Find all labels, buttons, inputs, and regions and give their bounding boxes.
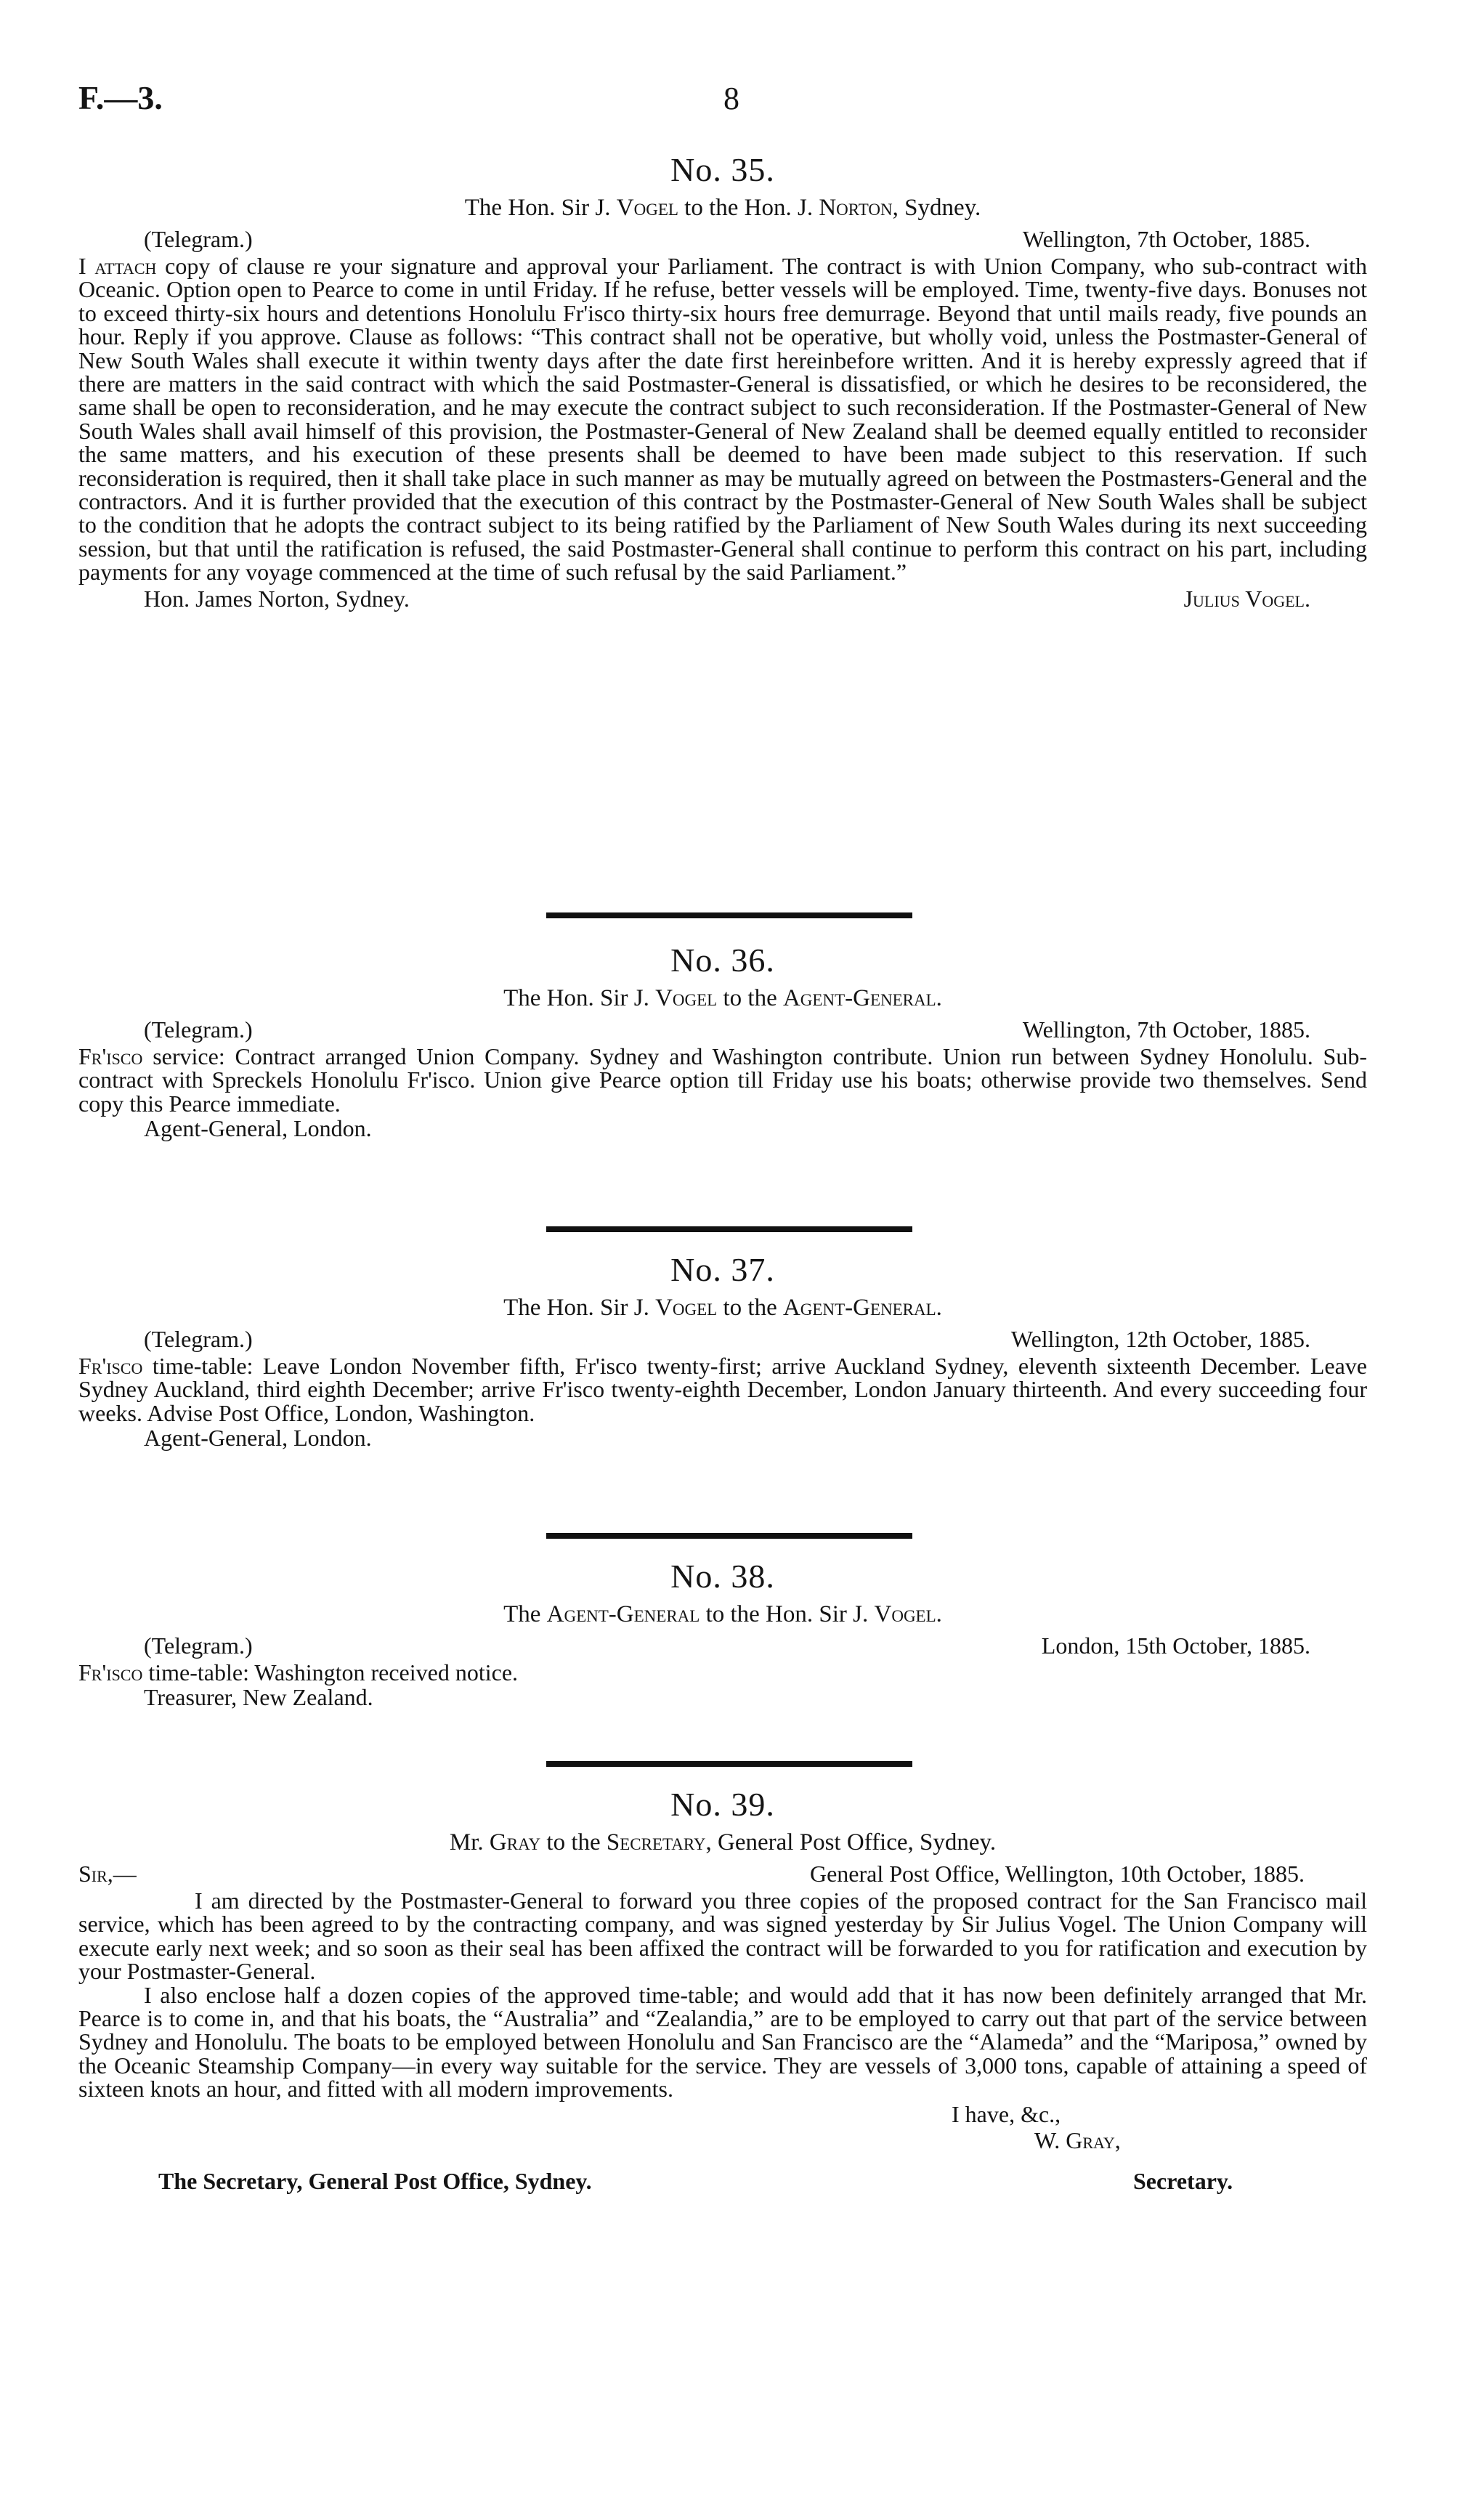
place-date: Wellington, 7th October, 1885. [1022, 1016, 1310, 1043]
letter-header: The Hon. Sir J. Vogel to the Agent-General. [503, 1295, 942, 1321]
letter-body: I attach copy of clause re your signature and approval your Parliament. The contract is with Union Company, who sub-contract with Oceanic. Option open to Pearce to come in until Friday. If he refuse, better vessels will be employed. Time, twenty-five days. Bonuses not to exceed thirty-six hours and detentions Honolulu Fr'isco thirty-six hours free demurrage. Beyond that until mails ready, five pounds an hour. Reply if you approve. Clause as follows: “This contract shall not be operative, but wholly void, unless the Postmaster-General of New South Wales shall execute it within twenty days after the date first hereinbefore written. And it is hereby expressly agreed that if there are matters in the said contract with which the said Postmaster-General is dissatisfied, or which he desires to be reconsidered, the same shall be open to reconsideration, and he may execute the contract subject to such reconsideration. If the Postmaster-General of New South Wales shall avail himself of this provision, the Postmaster-General of New Zealand shall be deemed equally entitled to reconsider the same matters, and his execution of these presents shall be deemed to have been made subject to this reservation. If such reconsideration is required, then it shall take place in such manner as may be mutually agreed on between the Postmasters-General and the contractors. And it is further provided that the execution of this contract by the Postmaster-General of New South Wales shall be subject to the condition that he adopts the contract subject to its being ratified by the Parliament of New South Wales during its next succeeding session, but that until the ratification is refused, the said Postmaster-General shall continue to perform this contract on his part, including payments for any voyage commenced at the time of such refusal by the said Parliament.” [78, 253, 1368, 586]
letter-38 [78, 1555, 1367, 1710]
paragraph: I am directed by the Postmaster-General to forward you three copies of the proposed contract for the San Francisco mail service, which has been agreed to by the contracting company, and was signed yesterday by Sir Julius Vogel. The Union Company will execute early next week; and so soon as their seal has been affixed the contract will be forwarded to you for ratification and execution by your Postmaster-General. [78, 1887, 1367, 1985]
letter-meta [78, 1630, 1367, 1661]
paragraph: I also enclose half a dozen copies of the approved time-table; and would add that it has now been definitely arranged that Mr. Pearce is to come in, and that his boats, the “Australia” and “Zealandia,” are to be employed to carry out that part of the service between Sydney and Honolulu. The boats to be employed between Honolulu and San Francisco are the “Alameda” and the “Mariposa,” owned by the Oceanic Steamship Company—in every way suitable for the service. They are vessels of 3,000 tons, capable of attaining a speed of sixteen knots an hour, and fitted with all modern improvements. [78, 1981, 1367, 2103]
letter-meta [78, 1858, 1367, 1889]
paper-reference: F.—3. [78, 79, 163, 116]
letter-header: The Hon. Sir J. Vogel to the Agent-General. [503, 985, 942, 1011]
letter-37 [78, 1248, 1367, 1451]
letter-number: No. 35. [670, 151, 775, 188]
letter-header: The Hon. Sir J. Vogel to the Hon. J. Norton, Sydney. [464, 195, 981, 221]
letter-header: The Agent-General to the Hon. Sir J. Vogel. [503, 1601, 942, 1627]
place-date: London, 15th October, 1885. [1041, 1632, 1310, 1659]
addressee: Hon. James Norton, Sydney. [144, 585, 410, 612]
letter-body: Fr'isco time-table: Washington received notice. [78, 1659, 519, 1685]
section-divider [546, 1533, 912, 1539]
section-divider [546, 1226, 912, 1232]
page-number: 8 [723, 81, 739, 116]
place-date: General Post Office, Wellington, 10th October, 1885. [809, 1861, 1305, 1887]
letter-meta [78, 1324, 1367, 1354]
letter-body: Fr'isco service: Contract arranged Union Company. Sydney and Washington contribute. Union run between Sydney Honolulu. Sub-contract with Spreckels Honolulu Fr'isco. Union give Pearce option till Friday use his boats; otherwise provide two themselves. Send copy this Pearce immediate. [78, 1043, 1368, 1117]
addressee: Agent-General, London. [144, 1115, 372, 1142]
telegram-label: (Telegram.) [144, 1016, 253, 1043]
section-divider [546, 1761, 912, 1767]
place-date: Wellington, 7th October, 1885. [1022, 226, 1310, 252]
telegram-label: (Telegram.) [144, 1326, 253, 1352]
letter-meta [78, 1014, 1367, 1045]
letter-36 [78, 939, 1367, 1141]
letter-number: No. 36. [670, 942, 775, 979]
closing: I have, &c., [952, 2100, 1061, 2127]
place-date: Wellington, 12th October, 1885. [1010, 1326, 1310, 1352]
letter-footer [78, 584, 1367, 613]
letter-meta [78, 224, 1367, 254]
telegram-label: (Telegram.) [144, 226, 253, 252]
salutation: Sir,— [78, 1861, 137, 1887]
letter-body [78, 1889, 1367, 2101]
signer-name: W. Gray, [1034, 2126, 1121, 2153]
telegram-label: (Telegram.) [144, 1632, 253, 1659]
addressee: Agent-General, London. [144, 1425, 372, 1452]
letter-body: Fr'isco time-table: Leave London November fifth, Fr'isco twenty-first; arrive Auckland Sydney, eleventh sixteenth December. Leave Sydney Auckland, third eighth December; arrive Fr'isco twenty-eighth December, London January thirteenth. And every succeeding four weeks. Advise Post Office, London, Washington. [78, 1353, 1368, 1426]
signature-block [78, 2101, 1367, 2206]
letter-number: No. 37. [670, 1251, 775, 1288]
signature: Julius Vogel. [1183, 585, 1310, 612]
letter-number: No. 38. [670, 1558, 775, 1595]
addressee: Treasurer, New Zealand. [144, 1684, 373, 1711]
letter-number: No. 39. [670, 1786, 775, 1823]
recipient: The Secretary, General Post Office, Sydney. [158, 2167, 592, 2194]
signer-title: Secretary. [1133, 2167, 1233, 2194]
letter-39 [78, 1783, 1367, 2206]
section-divider [546, 912, 912, 918]
letter-header: Mr. Gray to the Secretary, General Post Office, Sydney. [449, 1829, 997, 1855]
letter-35 [78, 148, 1367, 613]
